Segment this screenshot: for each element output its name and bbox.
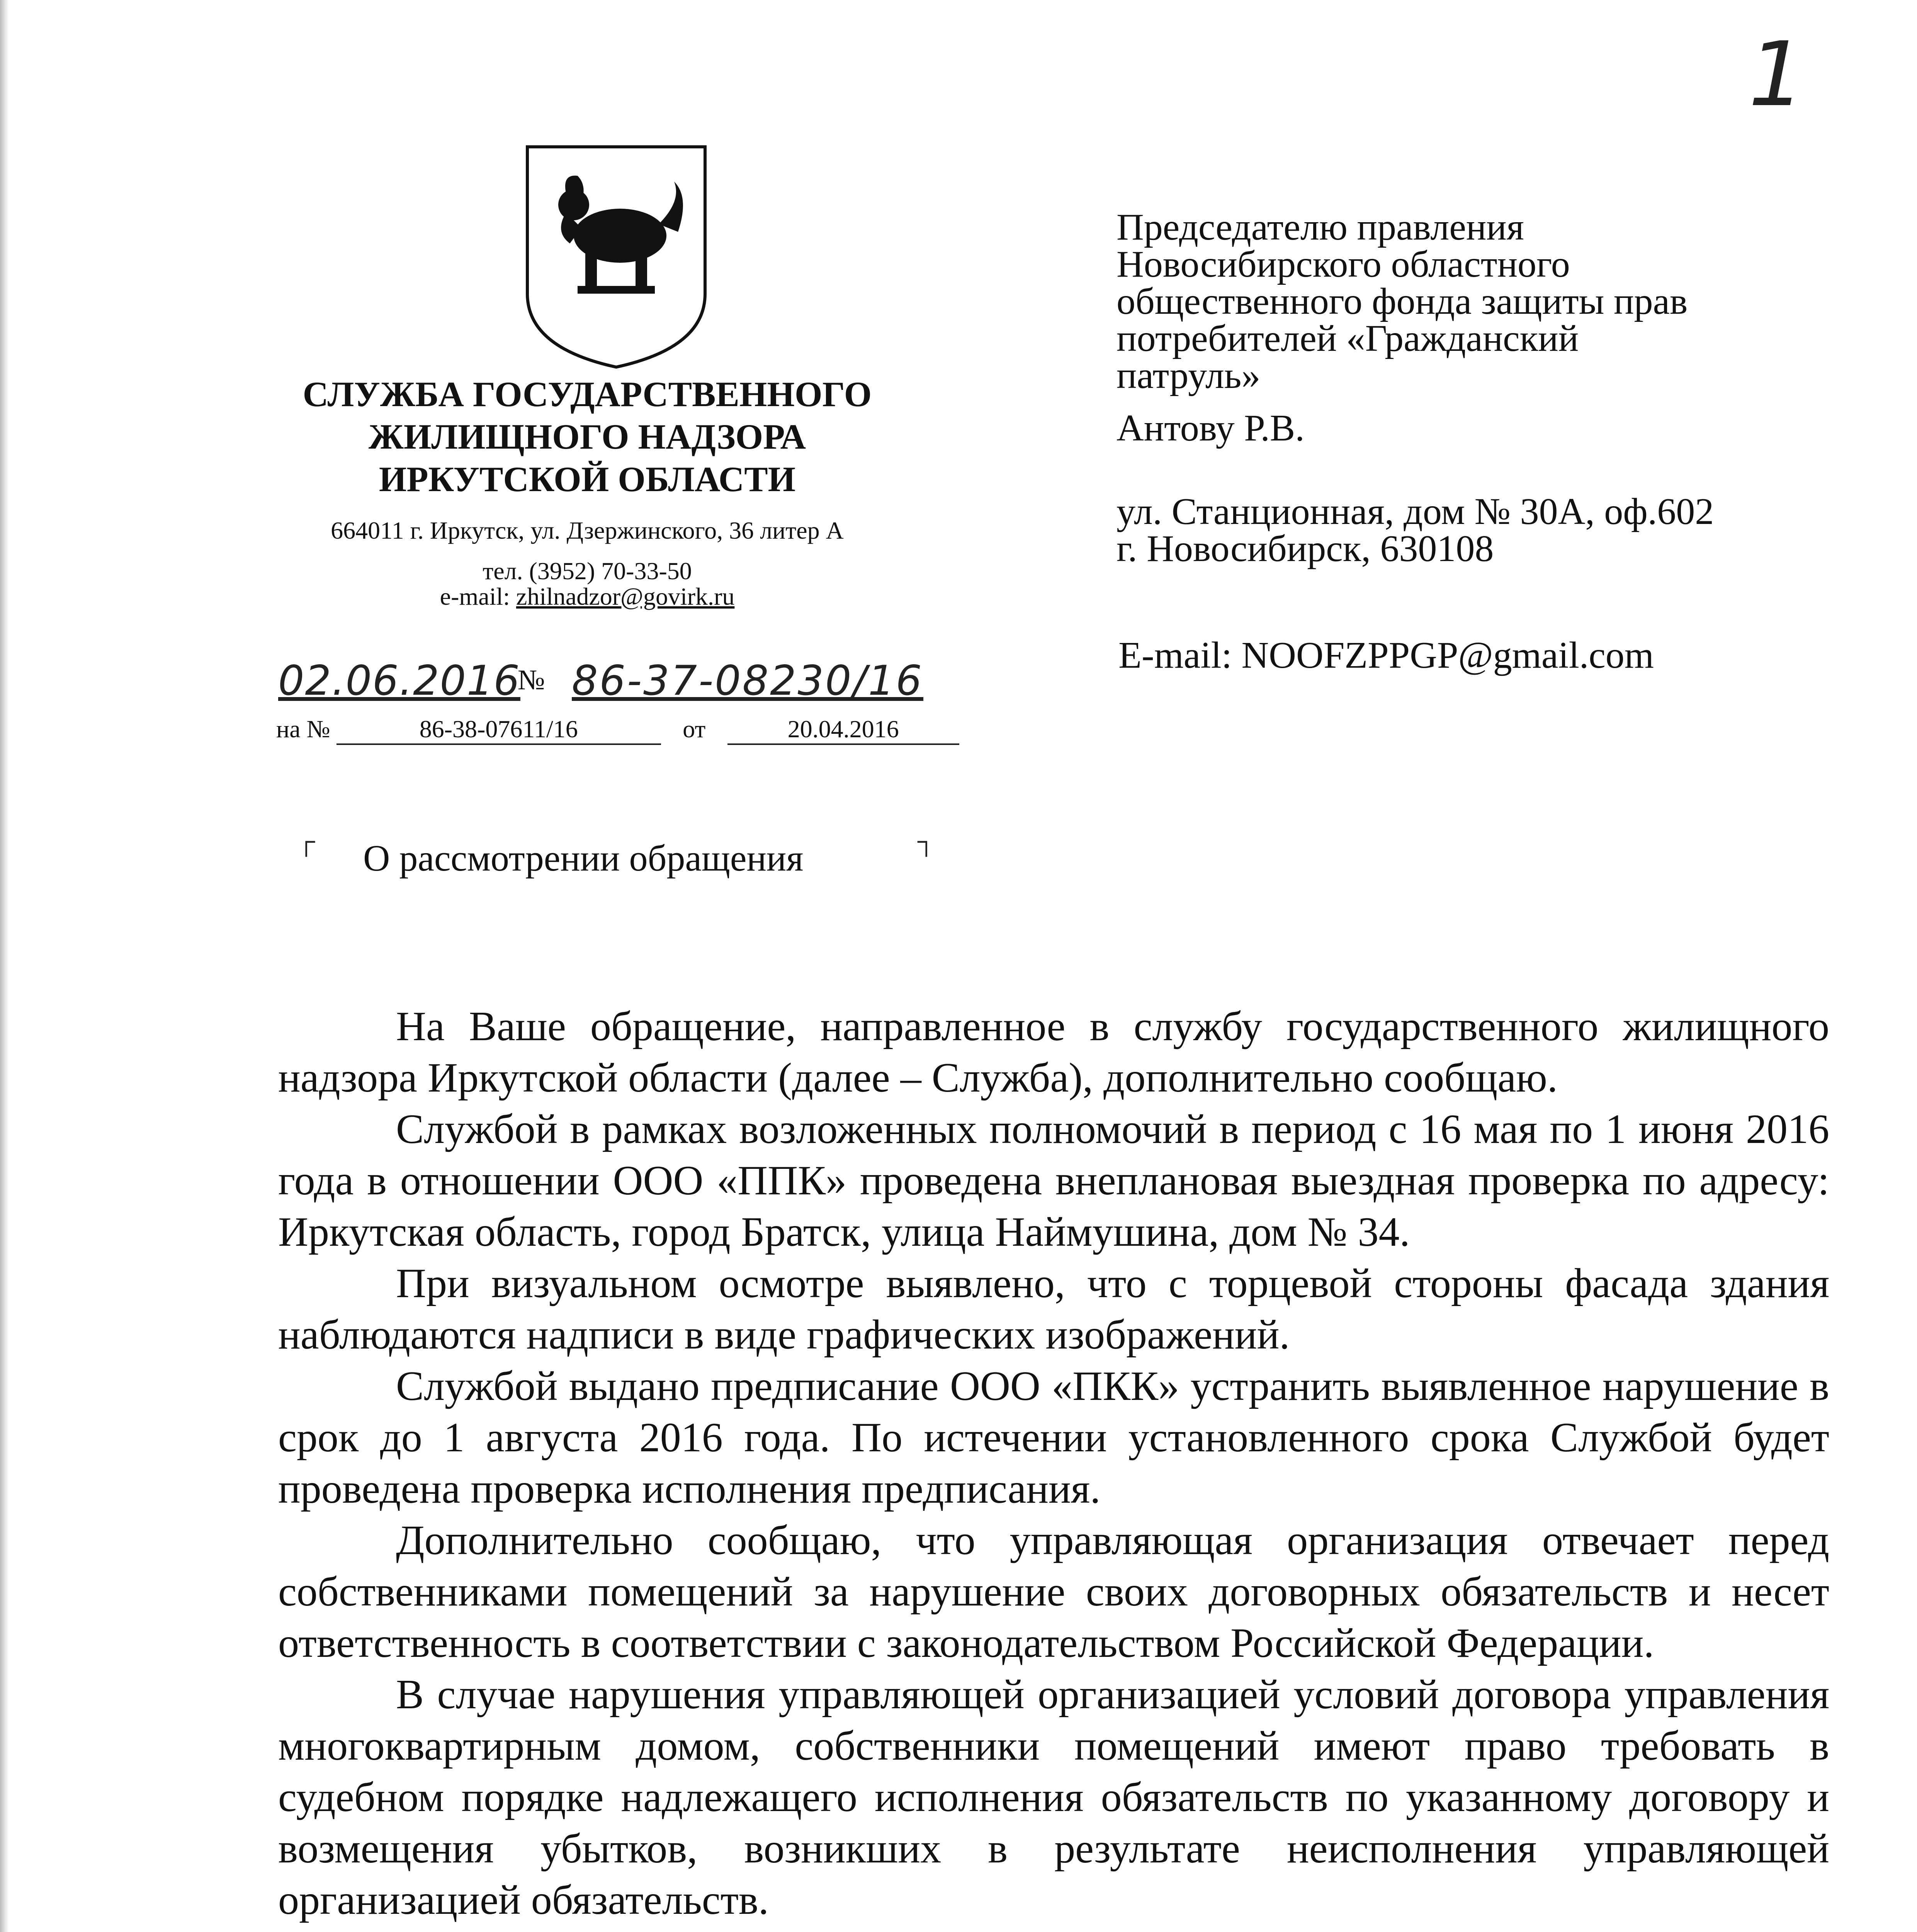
recipient-line: патруль» [1117,355,1261,396]
recipient-line: общественного фонда защиты прав [1117,281,1688,322]
reference-number: 86-38-07611/16 [336,715,661,745]
sender-email-link[interactable]: zhilnadzor@govirk.ru [516,583,735,610]
reference-from-label: от [683,715,706,743]
sender-email-label: e-mail: [440,583,510,610]
recipient-name: Антову Р.В. [1117,407,1305,449]
body-paragraph: В случае нарушения управляющей организацией условий договора управления многоквартирным домом, собственники помещений имеют право требовать в судебном порядке надлежащего исполнения обязательств по указанному договору и возмещения убытков, возникших в результате неисполнения управляющей организацией обязательств. [278,1672,1829,1923]
sender-contact [240,558,935,609]
sender-email-row [240,584,935,609]
body-paragraph: На Ваше обращение, направленное в службу государственного жилищного надзора Иркутской области (далее – Служба), дополнительно сообщаю. [278,1003,1829,1101]
subject-corner-left: ┌ [297,827,315,855]
scan-edge-shadow [0,0,8,1932]
outgoing-date: 02.06.2016 [278,657,520,704]
org-name-line: СЛУЖБА ГОСУДАРСТВЕННОГО [303,374,872,414]
subject-corner-right: ┐ [918,827,935,855]
reference-label: на № [276,715,330,743]
recipient-line: потребителей «Гражданский [1117,318,1579,359]
body-paragraph: Службой в рамках возложенных полномочий в период с 16 мая по 1 июня 2016 года в отношении ООО «ППК» проведена внеплановая выездная проверка по адресу: Иркутская область, город Братск, улица Наймушина, дом № 34. [278,1106,1829,1255]
recipient-email: E-mail: NOOFZPPGP@gmail.com [1118,634,1654,676]
sender-phone: тел. (3952) 70-33-50 [483,557,692,585]
recipient-block [1117,206,1870,570]
body-paragraph: Службой выдано предписание ООО «ПКК» устранить выявленное нарушение в срок до 1 августа 2016 года. По истечении установленного срока Службой будет проведена проверка исполнения предписания. [278,1363,1829,1512]
recipient-address-line: ул. Станционная, дом № 30А, оф.602 [1117,491,1714,532]
sender-org-name [240,373,935,500]
recipient-address-line: г. Новосибирск, 630108 [1117,528,1494,570]
body-paragraph: Дополнительно сообщаю, что управляющая организация отвечает перед собственниками помещений за нарушение своих договорных обязательств и несет ответственность в соответствии с законодательством Российской Федерации. [278,1517,1829,1666]
recipient-line: Председателю правления [1117,206,1524,248]
reference-date: 20.04.2016 [727,715,959,745]
coat-of-arms-icon [520,139,713,371]
letter-body [278,1001,1829,1926]
org-name-line: ИРКУТСКОЙ ОБЛАСТИ [379,459,796,499]
outgoing-number: 86-37-08230/16 [572,657,924,704]
body-paragraph: При визуальном осмотре выявлено, что с торцевой стороны фасада здания наблюдаются надписи в виде графических изображений. [278,1260,1829,1358]
page-number: 1 [1748,23,1805,126]
reference-row [276,715,959,745]
letter-subject: О рассмотрении обращения [363,837,804,879]
recipient-line: Новосибирского областного [1117,243,1570,285]
org-name-line: ЖИЛИЩНОГО НАДЗОРА [368,417,806,456]
number-sign: № [518,664,545,696]
sender-address: 664011 г. Иркутск, ул. Дзержинского, 36 литер А [331,517,844,544]
